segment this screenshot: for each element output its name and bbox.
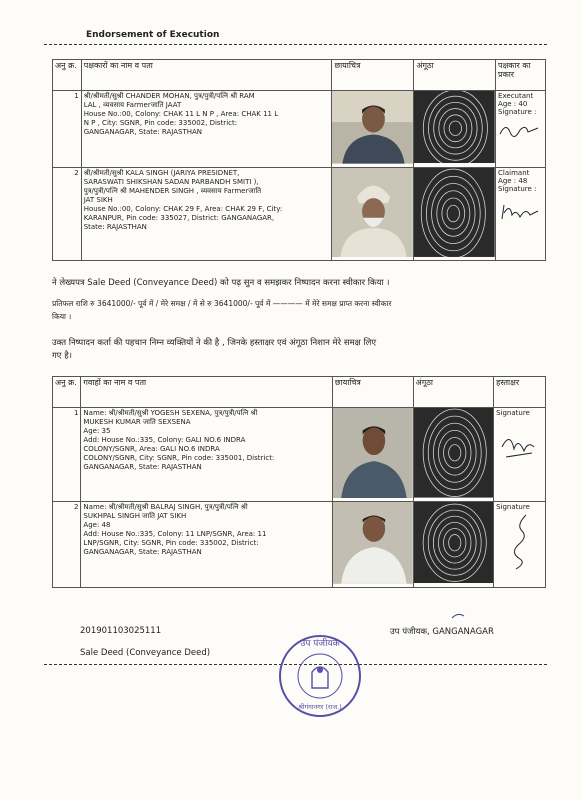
witness-thumbprint [413, 408, 493, 502]
person-photo [332, 91, 413, 164]
witness-line: COLONY/SGNR, Area: GALI NO.6 INDRA [83, 445, 220, 453]
col-photo: छायाचित्र [332, 60, 414, 91]
col-serial: अनु क्र. [53, 377, 81, 408]
party-age: Age : 40 [498, 100, 528, 108]
witness-line: COLONY/SGNR, City: SGNR, Pin code: 335001, District: [83, 454, 275, 462]
witness-line: Name: श्री/श्रीमती/सुश्री BALRAJ SINGH, पुत्र/पुत्री/पत्नि श्री [83, 503, 248, 511]
signature-label: Signature : [498, 108, 537, 116]
party-line: श्री/श्रीमती/सुश्री KALA SINGH (JARIYA PRESIDNET, [83, 168, 240, 177]
signature-label: Signature [496, 409, 530, 417]
col-thumb: अंगूठा [413, 377, 493, 408]
party-line: GANGANAGAR, State: RAJASTHAN [83, 128, 203, 136]
person-photo [332, 168, 413, 257]
execution-statement: ने लेख्यपत्र Sale Deed (Conveyance Deed) को पढ़ सुन व समझकर निष्पादन करना स्वीकार किया । [52, 278, 390, 288]
party-line: KARANPUR, Pin code: 335027, District: GANGANAGAR, [83, 213, 275, 222]
witness-table-header [53, 377, 546, 408]
party-type-cell [496, 91, 546, 168]
witness-photo [332, 502, 413, 588]
party-details [81, 91, 332, 168]
table-row [53, 91, 546, 168]
party-details [81, 167, 332, 260]
document-type: Sale Deed (Conveyance Deed) [80, 648, 211, 658]
party-line: House No.:00, Colony: CHAK 29 F, Area: CHAK 29 F, City: [83, 204, 283, 213]
row-serial: 1 [53, 408, 81, 502]
party-line: पुत्र/पुत्री/पत्नि श्री MAHENDER SINGH , व्यवसाय Farmerजाति [83, 186, 262, 195]
witness-line: Name: श्री/श्रीमती/सुश्री YOGESH SEXENA, पुत्र/पुत्री/पत्नि श्री [83, 409, 258, 417]
identification-statement: उक्त निष्पादन कर्ता की पहचान निम्न व्यक्तियों ने की है , जिनके हस्ताक्षर एवं अंगूठा निशान मेरे समक्ष लिए [52, 338, 377, 348]
row-serial: 1 [53, 91, 82, 168]
col-thumb: अंगूठा [414, 60, 496, 91]
witness-details [81, 502, 332, 588]
witness-thumbprint [413, 502, 493, 588]
party-role: Executant [498, 92, 534, 100]
party-line: श्री/श्रीमती/सुश्री CHANDER MOHAN, पुत्र/पुत्री/पत्नि श्री RAM [83, 92, 255, 100]
page-title: Endorsement of Execution [86, 30, 220, 40]
witness-line: Age: 35 [83, 427, 111, 435]
document-number: 201901103025111 [80, 626, 162, 636]
witness-details [81, 408, 332, 502]
witness-table [52, 376, 546, 588]
parties-table [52, 59, 546, 261]
fingerprint-icon [414, 502, 493, 583]
party-line: SARASWATI SHIKSHAN SADAN PARBANDH SMITI ), [83, 177, 259, 186]
row-serial: 2 [53, 502, 81, 588]
signature-icon [498, 116, 540, 140]
party-line: State: RAJASTHAN [83, 222, 147, 231]
witness-line: Add: House No.:335, Colony: 11 LNP/SGNR, Area: 11 [83, 530, 267, 538]
signature-icon [496, 511, 540, 571]
signature-icon [498, 193, 540, 227]
witness-line: GANGANAGAR, State: RAJASTHAN [83, 463, 202, 471]
witness-line: GANGANAGAR, State: RAJASTHAN [83, 548, 202, 556]
col-photo: छायाचित्र [332, 377, 413, 408]
party-line: LAL , व्यवसाय Farmerजाति JAAT [83, 101, 182, 109]
col-party-name: पक्षकारों का नाम व पता [81, 60, 332, 91]
signature-label: Signature : [498, 184, 537, 193]
party-age: Age : 48 [498, 176, 528, 185]
party-photo [332, 91, 414, 168]
col-witness-name: गवाहों का नाम व पता [81, 377, 332, 408]
identification-statement-end: गए है। [52, 351, 72, 361]
party-line: N P , City: SGNR, Pin code: 335002, District: [83, 119, 238, 127]
seal-top-text: उप पंजीयक [300, 639, 340, 649]
fingerprint-icon [414, 408, 493, 498]
table-row [53, 408, 546, 502]
row-serial: 2 [53, 167, 82, 260]
seal-bottom-text: श्रीगंगानगर (राज.) [298, 703, 342, 711]
table-row [53, 502, 546, 588]
person-photo [333, 502, 413, 584]
party-type-cell [496, 167, 546, 260]
witness-line: MUKESH KUMAR जाति SEXSENA [83, 418, 191, 426]
col-serial: अनु क्र. [53, 60, 82, 91]
registrar-seal [276, 632, 364, 720]
witness-signature-cell [494, 408, 546, 502]
witness-photo [332, 408, 413, 502]
witness-line: Add: House No.:335, Colony: GALI NO.6 INDRA [83, 436, 246, 444]
consideration-statement-end: किया । [52, 312, 72, 321]
consideration-statement: प्रतिफल राशि रु 3641000/- पूर्व में / मेरे समक्ष / में से रु 3641000/- पूर्व में ———— में मेरे समक्ष प्राप्त करना स्वीकार [52, 299, 392, 308]
witness-line: LNP/SGNR, City: SGNR, Pin code: 335002, District: [83, 539, 259, 547]
signature-icon [496, 417, 540, 467]
table-row [53, 167, 546, 260]
party-line: JAT SIKH [83, 195, 113, 204]
parties-table-header [53, 60, 546, 91]
person-photo [333, 408, 413, 498]
party-thumbprint [414, 91, 496, 168]
col-party-type: पक्षकार का प्रकार [496, 60, 546, 91]
col-signature: हस्ताक्षर [494, 377, 546, 408]
party-photo [332, 167, 414, 260]
signature-label: Signature [496, 503, 530, 511]
witness-signature-cell [494, 502, 546, 588]
party-line: House No.:00, Colony: CHAK 11 L N P , Area: CHAK 11 L [83, 110, 279, 118]
party-thumbprint [414, 167, 496, 260]
registrar-initial-icon [450, 612, 468, 622]
top-divider [44, 44, 547, 45]
party-role: Claimant [498, 168, 530, 177]
fingerprint-icon [414, 91, 495, 163]
registrar-title: उप पंजीयक, GANGANAGAR [390, 627, 494, 637]
witness-line: SUKHPAL SINGH जाति JAT SIKH [83, 512, 187, 520]
fingerprint-icon [414, 168, 495, 257]
witness-line: Age: 48 [83, 521, 111, 529]
